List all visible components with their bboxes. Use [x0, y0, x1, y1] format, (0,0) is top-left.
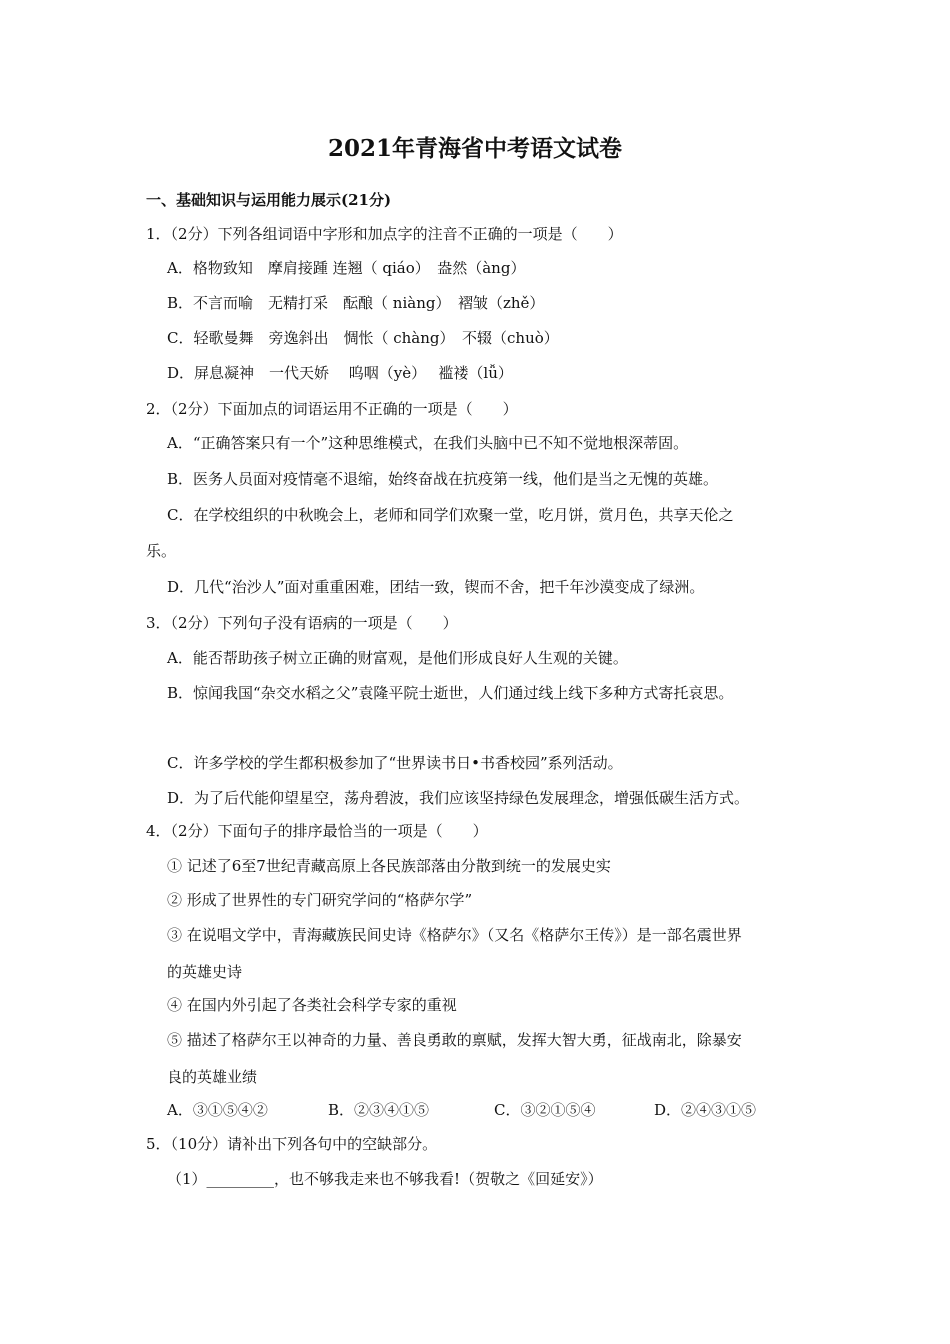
q5-stem: 5．（10分）请补出下列各句中的空缺部分。: [146, 1135, 438, 1153]
q4-sentence-3-cont: 的英雄史诗: [167, 963, 243, 981]
q4-sentence-1: ① 记述了6至7世纪青藏高原上各民族部落由分散到统一的发展史实: [167, 857, 611, 875]
q4-sentence-4: ④ 在国内外引起了各类社会科学专家的重视: [167, 996, 457, 1014]
q5-item-1: （1）_________，也不够我走来也不够我看!（贺敬之《回延安》）: [167, 1170, 603, 1188]
q3-option-a: A．能否帮助孩子树立正确的财富观，是他们形成良好人生观的关键。: [167, 649, 628, 667]
q3-option-c: C．许多学校的学生都积极参加了“世界读书日•书香校园”系列活动。: [167, 754, 623, 772]
q4-option-a: A．③①⑤④②: [167, 1101, 268, 1119]
page-title: 2021年青海省中考语文试卷: [327, 135, 622, 162]
q2-option-c-cont: 乐。: [146, 542, 177, 560]
q4-option-b: B．②③④①⑤: [328, 1101, 430, 1119]
q2-option-c: C．在学校组织的中秋晚会上，老师和同学们欢聚一堂，吃月饼，赏月色，共享天伦之: [167, 506, 734, 524]
q1-option-c: C．轻歌曼舞 旁逸斜出 惆怅（ chàng） 不辍（chuò）: [167, 329, 559, 347]
q4-option-d: D．②④③①⑤: [654, 1101, 757, 1119]
q4-sentence-3: ③ 在说唱文学中，青海藏族民间史诗《格萨尔》（又名《格萨尔王传》）是一部名震世界: [167, 926, 742, 944]
q2-stem: 2．（2分）下面加点的词语运用不正确的一项是（ ）: [146, 400, 518, 418]
q4-sentence-5-cont: 良的英雄业绩: [167, 1068, 258, 1086]
q4-sentence-2: ② 形成了世界性的专门研究学问的“格萨尔学”: [167, 891, 473, 909]
q2-option-b: B．医务人员面对疫情毫不退缩，始终奋战在抗疫第一线，他们是当之无愧的英雄。: [167, 470, 719, 488]
q2-option-d: D．几代“治沙人”面对重重困难，团结一致，锲而不舍，把千年沙漠变成了绿洲。: [167, 578, 705, 596]
q4-sentence-5: ⑤ 描述了格萨尔王以神奇的力量、善良勇敢的禀赋，发挥大智大勇，征战南北，除暴安: [167, 1031, 742, 1049]
q1-stem: 1．（2分）下列各组词语中字形和加点字的注音不正确的一项是（ ）: [146, 225, 623, 243]
q4-option-c: C．③②①⑤④: [494, 1101, 596, 1119]
q4-stem: 4．（2分）下面句子的排序最恰当的一项是（ ）: [146, 822, 488, 840]
q3-option-d: D．为了后代能仰望星空，荡舟碧波，我们应该坚持绿色发展理念，增强低碳生活方式。: [167, 789, 750, 807]
q3-stem: 3．（2分）下列句子没有语病的一项是（ ）: [146, 614, 458, 632]
q3-option-b: B．惊闻我国“杂交水稻之父”袁隆平院士逝世，人们通过线上线下多种方式寄托哀思。: [167, 684, 734, 702]
q1-option-b: B．不言而喻 无精打采 酝酿（ niàng） 褶皱（zhě）: [167, 294, 545, 312]
q2-option-a: A．“正确答案只有一个”这种思维模式，在我们头脑中已不知不觉地根深蒂固。: [167, 434, 689, 452]
section-heading: 一、基础知识与运用能力展示(21分): [146, 191, 392, 209]
q1-option-d: D．屏息凝神 一代天娇 呜咽（yè） 褴褛（lǚ）: [167, 364, 513, 382]
q1-option-a: A．格物致知 摩肩接踵 连翘（ qiáo） 盎然（àng）: [167, 259, 526, 277]
